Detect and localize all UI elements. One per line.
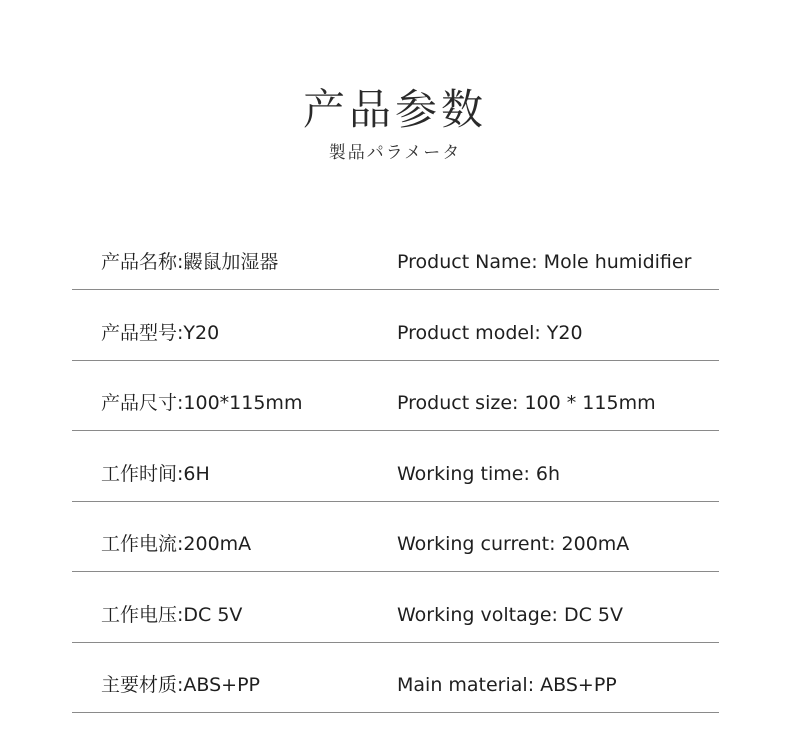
spec-label-cn: 工作电压:DC 5V: [101, 603, 243, 626]
spec-row-name: [72, 230, 719, 290]
spec-row-size: [72, 361, 719, 432]
page-subtitle: 製品パラメータ: [328, 143, 462, 163]
spec-label-en: Product Name: Mole humidifier: [397, 251, 692, 273]
spec-label-en: Working time: 6h: [397, 462, 561, 485]
spec-label-cn: 产品型号:Y20: [101, 321, 220, 344]
spec-label-cn: 主要材质:ABS+PP: [101, 674, 260, 696]
spec-row-working-voltage: [72, 572, 719, 643]
page-title: 产品参数: [302, 85, 487, 134]
spec-label-cn: 工作电流:200mA: [101, 533, 252, 555]
spec-row-material: [72, 643, 719, 714]
spec-row-model: [72, 290, 719, 361]
spec-table: [72, 230, 719, 713]
spec-label-en: Product model: Y20: [397, 321, 583, 344]
spec-row-working-time: [72, 431, 719, 502]
spec-label-en: Working voltage: DC 5V: [397, 603, 623, 626]
spec-label-en: Product size: 100 * 115mm: [397, 392, 656, 414]
spec-label-en: Main material: ABS+PP: [397, 674, 617, 696]
spec-row-working-current: [72, 502, 719, 573]
spec-label-cn: 产品名称:鼹鼠加湿器: [101, 251, 279, 273]
spec-label-cn: 工作时间:6H: [101, 462, 210, 485]
spec-label-en: Working current: 200mA: [397, 533, 630, 555]
spec-label-cn: 产品尺寸:100*115mm: [101, 392, 303, 414]
